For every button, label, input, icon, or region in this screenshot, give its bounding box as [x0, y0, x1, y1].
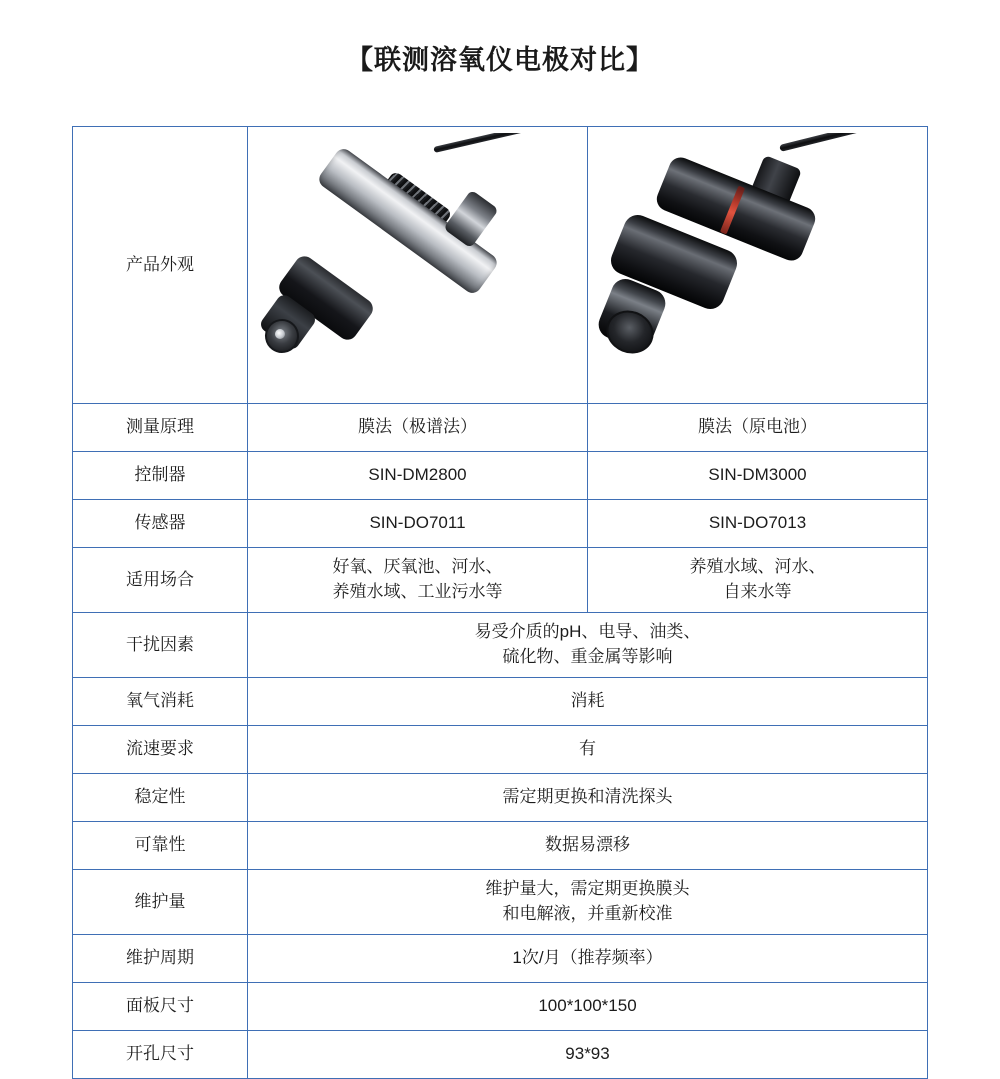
cell-controller-left: SIN-DM2800	[248, 452, 588, 500]
probe-image-cell-right	[588, 127, 928, 404]
table-row	[73, 774, 928, 822]
cell-maintenance-cycle-merged: 1次/月（推荐频率）	[248, 935, 928, 983]
row-label-oxygen-consumption: 氧气消耗	[73, 678, 248, 726]
row-label-principle: 测量原理	[73, 404, 248, 452]
cell-sensor-right: SIN-DO7013	[588, 500, 928, 548]
cell-maintenance-effort-merged: 维护量大，需定期更换膜头 和电解液，并重新校准	[248, 870, 928, 935]
cell-controller-right: SIN-DM3000	[588, 452, 928, 500]
row-label-flow-requirement: 流速要求	[73, 726, 248, 774]
cell-flow-requirement-merged: 有	[248, 726, 928, 774]
table-row	[73, 935, 928, 983]
row-label-stability: 稳定性	[73, 774, 248, 822]
table-row	[73, 678, 928, 726]
page-title: 【联测溶氧仪电极对比】	[346, 45, 654, 75]
row-label-sensor: 传感器	[73, 500, 248, 548]
cell-reliability-merged: 数据易漂移	[248, 822, 928, 870]
row-label-appearance: 产品外观	[73, 127, 248, 404]
table-row	[73, 548, 928, 613]
row-label-application: 适用场合	[73, 548, 248, 613]
table-row	[73, 983, 928, 1031]
table-row-appearance	[73, 127, 928, 404]
table-row	[73, 452, 928, 500]
cell-sensor-left: SIN-DO7011	[248, 500, 588, 548]
cell-application-left: 好氧、厌氧池、河水、 养殖水域、工业污水等	[248, 548, 588, 613]
probe-image-right	[592, 133, 923, 397]
row-label-interference: 干扰因素	[73, 613, 248, 678]
cell-interference-merged: 易受介质的pH、电导、油类、 硫化物、重金属等影响	[248, 613, 928, 678]
table-row	[73, 870, 928, 935]
row-label-maintenance-effort: 维护量	[73, 870, 248, 935]
probe-image-cell-left	[248, 127, 588, 404]
table-body	[73, 127, 928, 1079]
row-label-panel-size: 面板尺寸	[73, 983, 248, 1031]
table-row	[73, 822, 928, 870]
probe-cable-icon	[433, 133, 563, 153]
table-row	[73, 500, 928, 548]
probe-membrane-dot-icon	[275, 329, 285, 339]
table-row	[73, 404, 928, 452]
row-label-maintenance-cycle: 维护周期	[73, 935, 248, 983]
row-label-reliability: 可靠性	[73, 822, 248, 870]
cell-panel-size-merged: 100*100*150	[248, 983, 928, 1031]
table-row	[73, 613, 928, 678]
probe-image-left	[252, 133, 583, 397]
cell-cutout-size-merged: 93*93	[248, 1031, 928, 1079]
cell-principle-left: 膜法（极谱法）	[248, 404, 588, 452]
cell-oxygen-consumption-merged: 消耗	[248, 678, 928, 726]
row-label-controller: 控制器	[73, 452, 248, 500]
polarographic-probe-illustration	[258, 133, 578, 397]
probe2-cable-icon	[779, 133, 895, 152]
row-label-cutout-size: 开孔尺寸	[73, 1031, 248, 1079]
table-row	[73, 1031, 928, 1079]
cell-principle-right: 膜法（原电池）	[588, 404, 928, 452]
table-row	[73, 726, 928, 774]
comparison-table	[72, 126, 928, 1079]
cell-stability-merged: 需定期更换和清洗探头	[248, 774, 928, 822]
cell-application-right: 养殖水域、河水、 自来水等	[588, 548, 928, 613]
comparison-table-container	[72, 126, 928, 1079]
galvanic-probe-illustration	[598, 133, 918, 397]
